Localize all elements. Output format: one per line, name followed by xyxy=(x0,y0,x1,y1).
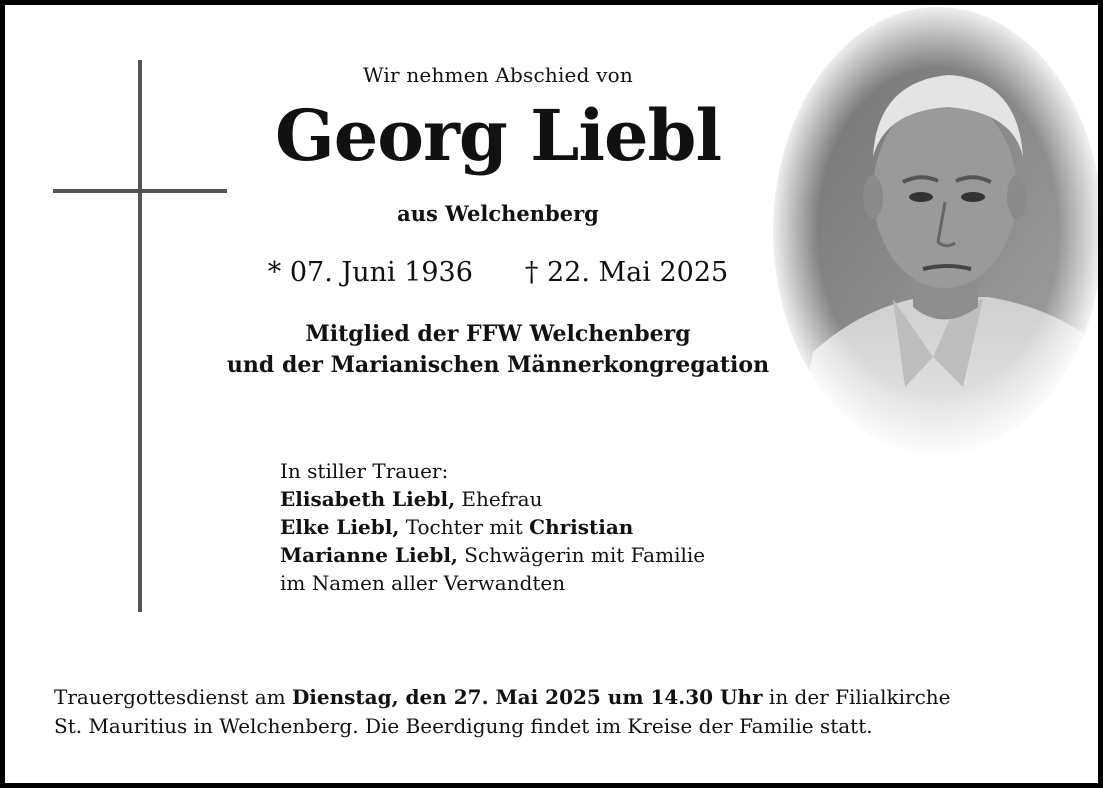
mourner-name: Marianne Liebl, xyxy=(280,543,458,567)
membership-text xyxy=(200,319,796,381)
cross-horizontal-bar xyxy=(53,189,227,193)
mourners-heading: In stiller Trauer: xyxy=(280,459,449,483)
mourners-list xyxy=(280,457,705,597)
service-datetime: Dienstag, den 27. Mai 2025 um 14.30 Uhr xyxy=(291,685,763,709)
portrait-photo xyxy=(773,7,1103,455)
mourner-line xyxy=(280,541,705,569)
mourners-closing: im Namen aller Verwandten xyxy=(280,571,566,595)
mourner-relation: Tochter mit xyxy=(405,515,523,539)
service-line: St. Mauritius in Welchenberg. Die Beerdigung findet im Kreise der Familie statt. xyxy=(54,714,873,738)
mourner-relation: Ehefrau xyxy=(461,487,543,511)
intro-text: Wir nehmen Abschied von xyxy=(363,63,633,87)
origin-text: aus Welchenberg xyxy=(397,201,599,226)
mourner-name: Christian xyxy=(529,515,634,539)
membership-line: Mitglied der FFW Welchenberg xyxy=(305,321,691,347)
cross-vertical-bar xyxy=(138,60,142,612)
mourner-relation: Schwägerin mit Familie xyxy=(464,543,706,567)
life-dates xyxy=(200,257,796,288)
birth-date: * 07. Juni 1936 xyxy=(267,257,473,288)
membership-line: und der Marianischen Männerkongregation xyxy=(226,352,770,378)
mourner-name: Elisabeth Liebl, xyxy=(280,487,456,511)
deceased-name: Georg Liebl xyxy=(274,94,722,177)
mourner-name: Elke Liebl, xyxy=(280,515,400,539)
service-suffix: in der Filialkirche xyxy=(768,685,951,709)
service-prefix: Trauergottesdienst am xyxy=(54,685,286,709)
death-date: † 22. Mai 2025 xyxy=(524,257,729,288)
service-line xyxy=(54,683,1074,712)
mourner-line xyxy=(280,513,705,541)
mourner-line xyxy=(280,485,705,513)
service-info xyxy=(54,683,1074,741)
